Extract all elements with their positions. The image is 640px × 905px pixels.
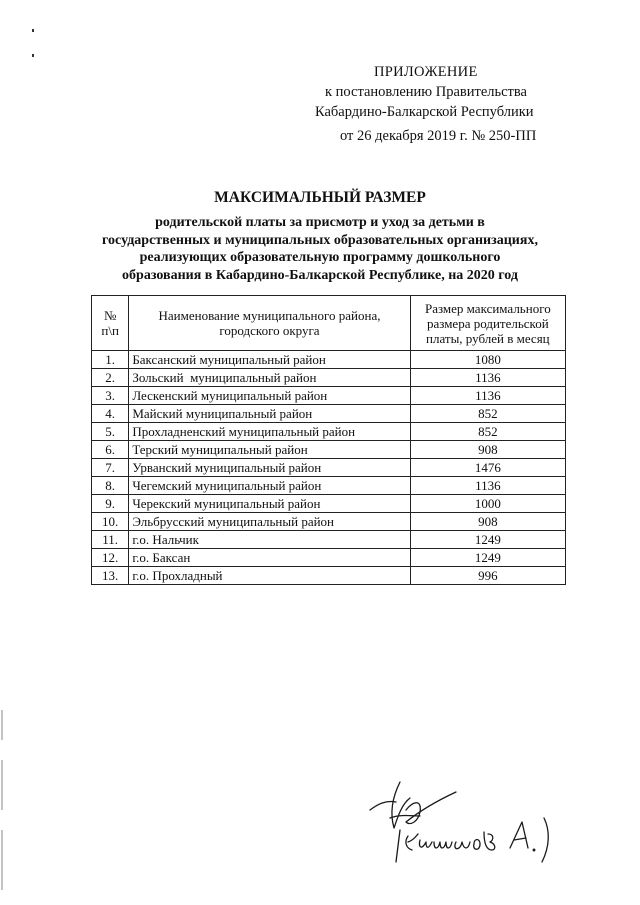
table-row xyxy=(92,513,566,531)
table-row xyxy=(92,549,566,567)
appendix-decree-line: к постановлению Правительства xyxy=(325,84,527,100)
row-value: 996 xyxy=(410,567,565,585)
scan-speck xyxy=(32,29,34,32)
row-value: 908 xyxy=(410,513,565,531)
row-name: г.о. Нальчик xyxy=(129,531,410,549)
header-num-line: п\п xyxy=(101,323,119,338)
table-row xyxy=(92,495,566,513)
row-num: 7. xyxy=(92,459,129,477)
row-num: 1. xyxy=(92,351,129,369)
scan-speck xyxy=(32,54,34,57)
row-num: 8. xyxy=(92,477,129,495)
row-num: 11. xyxy=(92,531,129,549)
header-name-line: городского округа xyxy=(219,323,320,338)
signature-stroke xyxy=(542,818,548,862)
header-num xyxy=(92,296,129,351)
row-name: Чегемский муниципальный район xyxy=(129,477,410,495)
table-row xyxy=(92,477,566,495)
row-value: 1136 xyxy=(410,387,565,405)
subtitle-line: родительской платы за присмотр и уход за детьми в xyxy=(155,215,485,230)
row-value: 1249 xyxy=(410,531,565,549)
row-num: 6. xyxy=(92,441,129,459)
row-num: 2. xyxy=(92,369,129,387)
row-name: Урванский муниципальный район xyxy=(129,459,410,477)
header-value-line: размера родительской xyxy=(426,315,549,331)
signature-stroke xyxy=(474,840,480,850)
scan-edge-marks xyxy=(0,700,6,900)
row-value: 908 xyxy=(410,441,565,459)
table-row xyxy=(92,387,566,405)
appendix-date-line: от 26 декабря 2019 г. № 250-ПП xyxy=(340,128,537,144)
signature-stroke xyxy=(406,834,418,850)
signature-stroke xyxy=(419,840,432,847)
row-num: 3. xyxy=(92,387,129,405)
table-row xyxy=(92,459,566,477)
fee-table xyxy=(91,295,566,585)
table-row xyxy=(92,369,566,387)
header-value-line: Размер максимального xyxy=(424,300,551,316)
row-name: г.о. Баксан xyxy=(129,549,410,567)
signature-stroke xyxy=(396,830,400,862)
table-row xyxy=(92,351,566,369)
row-num: 13. xyxy=(92,567,129,585)
row-value: 1136 xyxy=(410,369,565,387)
row-name: Эльбрусский муниципальный район xyxy=(129,513,410,531)
table-row xyxy=(92,405,566,423)
subtitle-line: реализующих образовательную программу дошкольного xyxy=(139,250,501,265)
document-title: МАКСИМАЛЬНЫЙ РАЗМЕР xyxy=(214,189,426,206)
appendix-republic-line: Кабардино-Балкарской Республики xyxy=(315,104,534,120)
row-name: Прохладненский муниципальный район xyxy=(129,423,410,441)
row-num: 10. xyxy=(92,513,129,531)
row-name: г.о. Прохладный xyxy=(129,567,410,585)
row-name: Майский муниципальный район xyxy=(129,405,410,423)
header-num-line: № xyxy=(103,308,117,323)
signature-stroke xyxy=(510,822,528,848)
header-value xyxy=(410,296,565,351)
row-num: 5. xyxy=(92,423,129,441)
table-row xyxy=(92,441,566,459)
subtitle-line: образования в Кабардино-Балкарской Республике, на 2020 год xyxy=(122,267,518,283)
row-value: 852 xyxy=(410,405,565,423)
row-name: Черекский муниципальный район xyxy=(129,495,410,513)
row-num: 9. xyxy=(92,495,129,513)
row-name: Лескенский муниципальный район xyxy=(129,387,410,405)
subtitle-line: государственных и муниципальных образовательных организациях, xyxy=(102,232,538,248)
row-name: Зольский муниципальный район xyxy=(129,369,410,387)
table-row xyxy=(92,423,566,441)
row-value: 1000 xyxy=(410,495,565,513)
header-name xyxy=(129,296,410,351)
row-value: 852 xyxy=(410,423,565,441)
signature-stroke xyxy=(533,849,535,851)
row-value: 1476 xyxy=(410,459,565,477)
signature-stroke xyxy=(434,842,452,848)
row-num: 12. xyxy=(92,549,129,567)
header-name-line: Наименование муниципального района, xyxy=(158,308,381,323)
row-num: 4. xyxy=(92,405,129,423)
row-value: 1080 xyxy=(410,351,565,369)
signature-graphic xyxy=(360,770,560,870)
signature-stroke xyxy=(484,832,495,850)
table-row xyxy=(92,567,566,585)
header-value-line: платы, рублей в месяц xyxy=(426,330,550,346)
signature-stroke xyxy=(406,792,456,824)
row-name: Терский муниципальный район xyxy=(129,441,410,459)
appendix-title: ПРИЛОЖЕНИЕ xyxy=(374,64,478,80)
appendix-block xyxy=(300,62,600,146)
document-subtitle xyxy=(80,214,560,284)
signature-stroke xyxy=(390,816,420,819)
row-name: Баксанский муниципальный район xyxy=(129,351,410,369)
row-value: 1249 xyxy=(410,549,565,567)
signature-stroke xyxy=(455,842,470,849)
table-header-row xyxy=(92,296,566,351)
row-value: 1136 xyxy=(410,477,565,495)
table-row xyxy=(92,531,566,549)
